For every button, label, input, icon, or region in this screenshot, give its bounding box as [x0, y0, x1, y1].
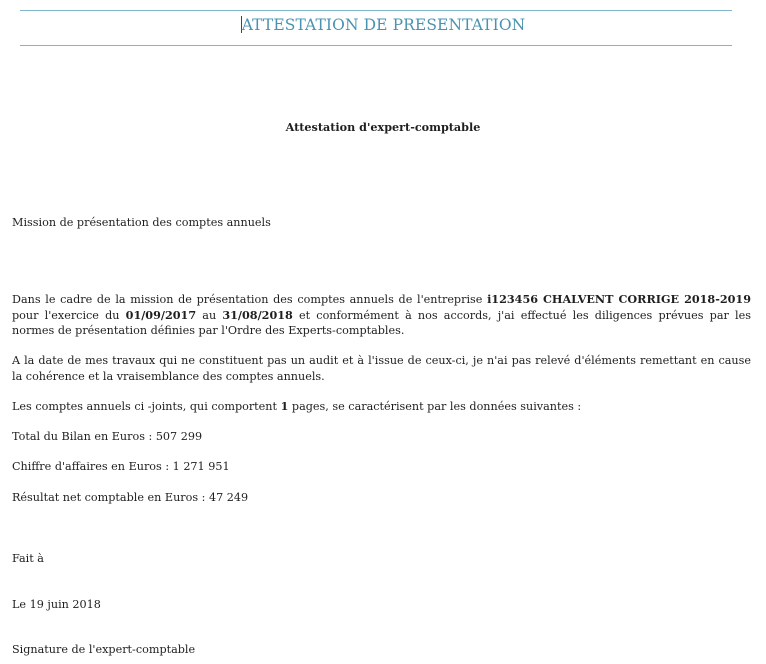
resultat-net: Résultat net comptable en Euros : 47 249: [12, 491, 249, 504]
p3-text-2: pages, se caractérisent par les données suivantes :: [288, 400, 582, 413]
signature-label: Signature de l'expert-comptable: [12, 643, 196, 656]
signature-date: Le 19 juin 2018: [12, 598, 101, 611]
total-bilan: Total du Bilan en Euros : 507 299: [12, 430, 203, 443]
paragraph-audit-statement: A la date de mes travaux qui ne constituent pas un audit et à l'issue de ceux-ci, je n'ai pas relevé d'éléments remettant en cause la cohérence et la vraisemblance des comptes annuels.: [12, 354, 751, 383]
p3-text-1: Les comptes annuels ci -joints, qui comportent: [12, 400, 281, 413]
page-count: 1: [280, 399, 289, 413]
p1-text-1: Dans le cadre de la mission de présentation des comptes annuels de l'entreprise: [12, 293, 488, 306]
document-subtitle: Attestation d'expert-comptable: [285, 120, 481, 134]
p1-text-3: au: [196, 308, 223, 322]
header-title: ATTESTATION DE PRESENTATION: [241, 16, 526, 34]
p1-text-4: et conformément à nos accords, j'ai effectué les diligences prévues par les normes de présentation définies par l'Ordre des Experts-comptables.: [12, 308, 751, 337]
chiffre-affaires: Chiffre d'affaires en Euros : 1 271 951: [12, 460, 230, 473]
paragraph-accounts-intro: [12, 399, 581, 414]
period-end-date: 31/08/2018: [222, 307, 293, 322]
paragraph-mission-context: [12, 292, 751, 339]
fait-a: Fait à: [12, 552, 44, 565]
period-start-date: 01/09/2017: [125, 307, 197, 322]
header-top-rule: [20, 10, 732, 11]
company-name: i123456 CHALVENT CORRIGE 2018-2019: [487, 292, 751, 306]
mission-heading: Mission de présentation des comptes annuels: [12, 216, 271, 229]
header-title-line[interactable]: [0, 16, 766, 34]
header-bottom-rule: [20, 45, 732, 46]
p1-text-2: pour l'exercice du: [12, 308, 126, 322]
